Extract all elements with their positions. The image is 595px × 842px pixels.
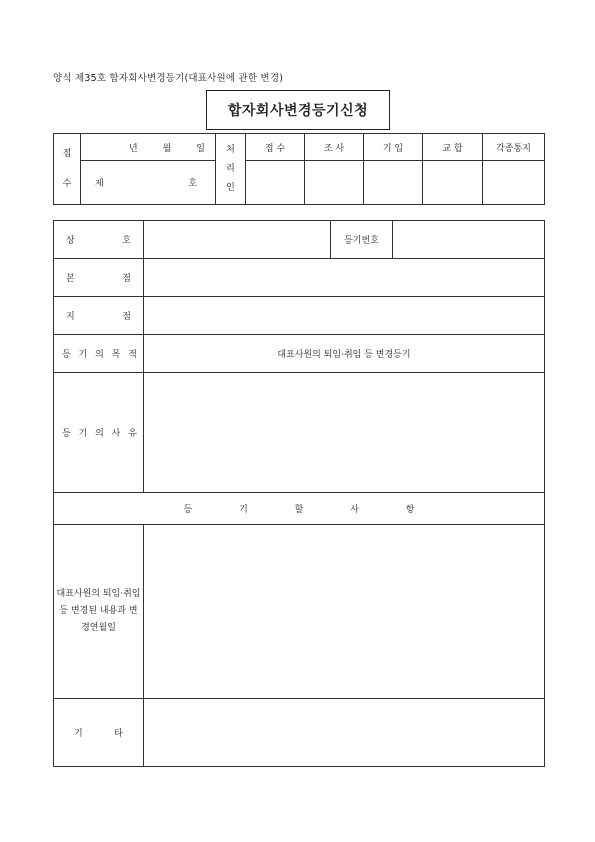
trade-name-label [54,221,144,259]
reception-char: 접 [62,149,72,159]
header-char: 할 [294,505,304,515]
reception-stamp-box[interactable] [246,161,305,205]
label-char: 호 [122,236,131,246]
column-header-reception: 접 수 [246,134,305,161]
processor-char: 처 [226,144,235,155]
form-title: 합자회사변경등기신청 [206,90,390,130]
label-char: 점 [122,312,131,322]
collation-stamp-box[interactable] [423,161,483,205]
entry-stamp-box[interactable] [364,161,423,205]
processor-label-cell [216,134,246,205]
column-header-entry: 기 입 [364,134,423,161]
branch-field[interactable] [144,297,545,335]
registration-matters-header [54,493,545,525]
notices-stamp-box[interactable] [483,161,545,205]
registration-reason-label: 등 기 의 사 유 [54,373,144,493]
reception-label-cell [54,134,81,205]
receipt-table [53,133,545,205]
number-prefix-char: 제 [95,179,104,189]
trade-name-field[interactable] [144,221,331,259]
other-label [54,699,144,767]
label-char: 타 [114,729,123,739]
header-char: 항 [405,505,415,515]
branch-label [54,297,144,335]
label-char: 상 [66,236,75,246]
receipt-date-cell [81,134,216,161]
representative-change-label: 대표사원의 퇴임·취임 등 변경된 내용과 변경연월일 [54,525,144,699]
representative-change-field[interactable] [144,525,545,699]
day-char: 일 [196,143,205,154]
processor-char: 인 [226,182,235,193]
registration-number-field[interactable] [393,221,545,259]
application-table [53,220,545,767]
registration-purpose-label: 등 기 의 목 적 [54,335,144,373]
column-header-collation: 교 합 [423,134,483,161]
header-char: 등 [183,505,193,515]
registration-purpose-value: 대표사원의 퇴임·취임 등 변경등기 [144,335,545,373]
other-field[interactable] [144,699,545,767]
number-suffix-char: 호 [188,179,197,189]
column-header-inspection: 조 사 [305,134,364,161]
head-office-label [54,259,144,297]
registration-number-label: 등기번호 [331,221,393,259]
form-number-caption: 양식 제35호 합자회사변경등기(대표사원에 관한 변경) [53,73,284,84]
year-char: 년 [129,143,138,154]
label-char: 기 [74,729,83,739]
header-char: 기 [239,505,248,515]
label-char: 지 [66,312,75,322]
column-header-notices: 각종통지 [483,134,545,161]
label-char: 본 [66,274,75,284]
label-char: 점 [122,274,131,284]
head-office-field[interactable] [144,259,545,297]
month-char: 월 [162,143,172,154]
receipt-number-cell [81,161,216,205]
inspection-stamp-box[interactable] [305,161,364,205]
registration-reason-field[interactable] [144,373,545,493]
processor-char: 리 [226,163,235,174]
reception-char: 수 [62,179,72,189]
header-char: 사 [350,505,359,515]
